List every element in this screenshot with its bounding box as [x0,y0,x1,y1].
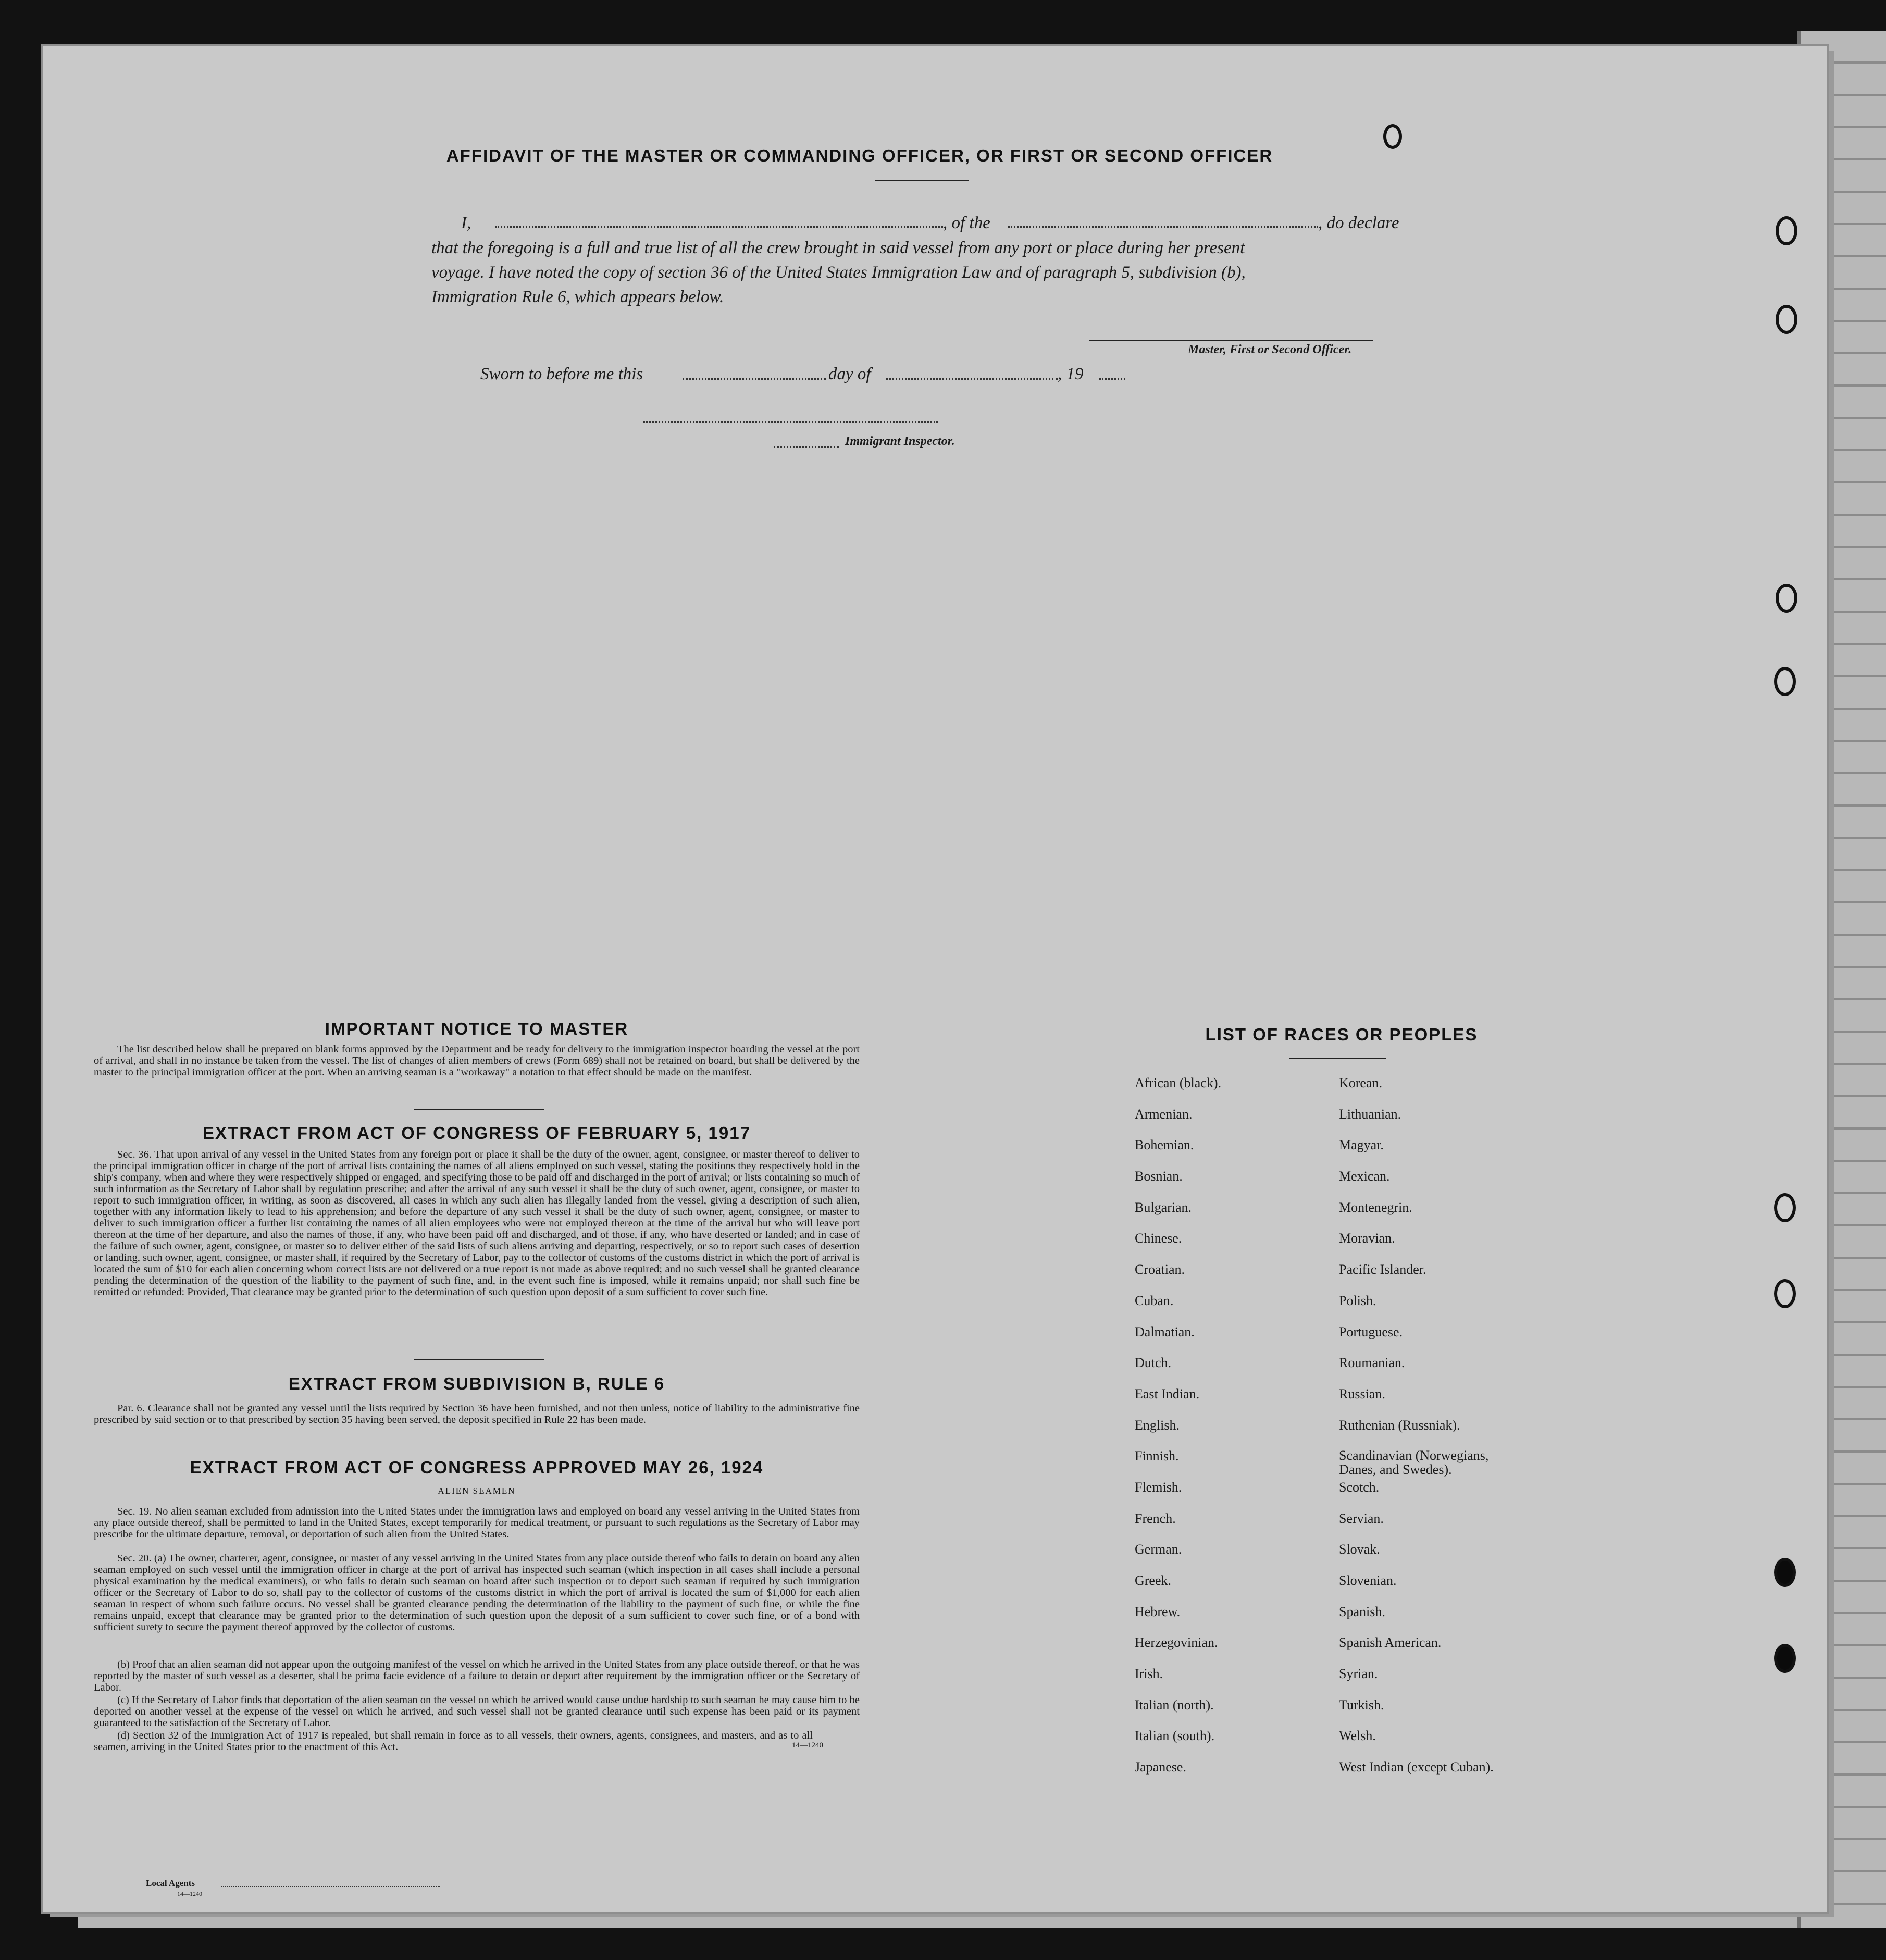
extract-1924-title: EXTRACT FROM ACT OF CONGRESS APPROVED MAY 26, 1924 [190,1458,764,1477]
sworn-text: Sworn to before me this [480,365,643,383]
notice-title: IMPORTANT NOTICE TO MASTER [325,1019,629,1038]
local-agents-line [221,1886,440,1887]
race-item: Japanese. [1135,1759,1186,1775]
sec20b-text: (b) Proof that an alien seaman did not appear upon the outgoing manifest of the vessel on which he arrived in the United States from any place outside thereof, or that he was reported by the master of such vessel as a deserter, shall be prima facie evidence of a failure to detain or deport after requirement by the immigration officer or the Secretary of Labor. [94,1659,860,1693]
race-item: Russian. [1339,1386,1385,1401]
sworn-day-of: day of [828,365,871,383]
race-item: Welsh. [1339,1728,1376,1744]
race-item: Herzegovinian. [1135,1635,1218,1651]
binder-hole-icon [1774,667,1796,696]
sec20c-text: (c) If the Secretary of Labor finds that deportation of the alien seaman on the vessel on which he arrived would cause undue hardship to such seaman he may cause him to be deported on another vessel at the expense of the vessel on which he arrived, and such vessel shall not be granted clearance until such expense has been paid or its payment guaranteed to the satisfaction of the Secretary of Labor. [94,1694,860,1729]
form-code: 14—1240 [792,1741,823,1750]
race-item: Roumanian. [1339,1355,1405,1371]
race-item: Servian. [1339,1510,1384,1526]
race-item: Portuguese. [1339,1324,1403,1339]
race-item: Lithuanian. [1339,1106,1401,1122]
divider [1289,1058,1386,1059]
races-title: LIST OF RACES OR PEOPLES [1205,1025,1478,1044]
extract-1917-title: EXTRACT FROM ACT OF CONGRESS OF FEBRUARY 5, 1917 [203,1123,751,1143]
race-item: Bosnian. [1135,1169,1183,1184]
name-blank [495,226,943,228]
race-item: Mexican. [1339,1169,1390,1184]
binder-hole-icon [1776,305,1797,334]
binder-hole-icon [1774,1558,1796,1587]
extract-1917-text: Sec. 36. That upon arrival of any vessel in the United States from any foreign port or place it shall be the duty of the owner, agent, consignee, or master thereof to deliver to the principal immigration officer in charge of the port of arrival lists containing the names of all aliens employed on such vessel, stating the positions they respectively hold in the ship's company, when and where they were respectively shipped or engaged, and specifying those to be paid off and discharged in the port of arrival; or lists containing so much of such information as the Secretary of Labor shall by regulation prescribe; and after the arrival of any such vessel it shall be the duty of such owner, agent, consignee, or master to report to such immigration officer, in writing, as soon as discovered, all cases in which any such alien has illegally landed from the vessel, giving a description of such alien, together with any information likely to lead to his apprehension; and before the departure of any such vessel it shall be the duty of such owner, agent, consignee, or master to deliver to such immigration officer a further list containing the names of all alien employees who were not employed thereon at the time of the arrival but who will leave port thereon at the time of her departure, and also the names of those, if any, who have been paid off and discharged, and of those, if any, who have deserted or landed; and in case of the failure of such owner, agent, consignee, or master so to deliver either of the said lists of such aliens arriving and departing, respectively, or so to report such cases of desertion or landing, such owner, agent, consignee, or master shall, if required by the Secretary of Labor, pay to the collector of customs of the customs district in which the port of arrival is located the sum of $10 for each alien concerning whom correct lists are not delivered or a true report is not made as above required; and no such vessel shall be granted clearance pending the determination of the question of the liability to the payment of such fine, and, in the event such fine is imposed, while it remains unpaid; nor shall such fine be remitted or refunded: Provided, That clearance may be granted prior to the determination of such question upon deposit of a sum sufficient to cover such fine. [94,1149,860,1298]
affidavit-title: AFFIDAVIT OF THE MASTER OR COMMANDING OFFICER, OR FIRST OR SECOND OFFICER [446,146,1273,165]
race-item: Armenian. [1135,1106,1193,1122]
vessel-blank [1008,226,1318,228]
year-blank [1099,378,1125,380]
month-blank [886,378,1058,380]
race-item: Pacific Islander. [1339,1262,1426,1277]
inspector-caption: Immigrant Inspector. [845,435,955,448]
race-item: Dutch. [1135,1355,1172,1371]
inspector-dots [774,446,839,448]
binder-hole-icon [1774,1279,1796,1308]
race-item: Polish. [1339,1293,1376,1308]
race-item: West Indian (except Cuban). [1339,1759,1494,1775]
signature-line [1089,340,1373,341]
race-item: Moravian. [1339,1231,1395,1246]
race-item: Bohemian. [1135,1137,1194,1153]
alien-seamen-subtitle: ALIEN SEAMEN [438,1486,516,1496]
races-right-column [1339,1075,1537,1791]
race-item: Finnish. [1135,1448,1179,1464]
day-blank [683,378,826,380]
race-item: Hebrew. [1135,1604,1181,1619]
race-item: English. [1135,1417,1180,1433]
sec19-text: Sec. 19. No alien seaman excluded from admission into the United States under the immigration laws and employed on board any vessel arriving in the United States from any place outside thereof, shall be permitted to land in the United States, except temporarily for medical treatment, or pursuant to such regulations as the Secretary of Labor may prescribe for the ultimate departure, removal, or deportation of such alien from the United States. [94,1506,860,1540]
local-agents-label: Local Agents [146,1878,195,1888]
race-item: Flemish. [1135,1479,1182,1495]
affidavit-line-4: Immigration Rule 6, which appears below. [431,288,724,306]
race-item: Italian (south). [1135,1728,1215,1744]
affidavit-line-2: that the foregoing is a full and true list of all the crew brought in said vessel from any port or place during her present [431,239,1245,257]
race-item: Chinese. [1135,1231,1182,1246]
inspector-signature-line [643,421,938,423]
notice-text: The list described below shall be prepared on blank forms approved by the Department and be ready for delivery to the immigration inspector boarding the vessel at the port of arrival, and shall in no instance be taken from the vessel. The list of changes of alien members of crews (Form 689) shall not be retained on board, but shall be delivered by the master to the principal immigration officer at the port. When an arriving seaman is a "workaway" a notation to that effect should be made on the manifest. [94,1044,860,1078]
race-item: Spanish American. [1339,1635,1442,1651]
affidavit-line-3: voyage. I have noted the copy of section 36 of the United States Immigration Law and of paragraph 5, subdivision (b), [431,263,1246,282]
race-item: Slovak. [1339,1542,1380,1557]
races-left-column [1135,1075,1333,1791]
divider [414,1359,544,1360]
race-item: Bulgarian. [1135,1199,1192,1215]
divider [875,180,969,181]
signature-caption: Master, First or Second Officer. [1188,343,1352,356]
sworn-year: , 19 [1058,365,1084,383]
race-item: Ruthenian (Russniak). [1339,1417,1460,1433]
race-item: East Indian. [1135,1386,1200,1401]
divider [414,1109,544,1110]
race-item: African (black). [1135,1075,1222,1090]
affidavit-declare: , do declare [1318,214,1399,232]
race-item: Greek. [1135,1573,1172,1588]
race-item: Dalmatian. [1135,1324,1195,1339]
race-item: German. [1135,1542,1182,1557]
binder-hole-icon [1774,1193,1796,1222]
binder-hole-icon [1776,584,1797,613]
punch-hole-icon [1383,124,1402,149]
rule6-text: Par. 6. Clearance shall not be granted any vessel until the lists required by Section 36 have been furnished, and not then unless, notice of liability to the administrative fine prescribed by said section or to that prescribed by section 35 having been served, the deposit specified in Rule 22 has been made. [94,1403,860,1425]
binder-hole-icon [1774,1644,1796,1673]
race-item: Irish. [1135,1666,1163,1682]
affidavit-i: I, [461,214,472,232]
race-item: Slovenian. [1339,1573,1397,1588]
race-item: Scotch. [1339,1479,1380,1495]
footer-code: 14—1240 [177,1890,202,1897]
race-item: Scandinavian (Norwegians, Danes, and Swedes). [1339,1448,1489,1478]
race-item: Turkish. [1339,1697,1384,1713]
race-item: Montenegrin. [1339,1199,1412,1215]
race-item: Magyar. [1339,1137,1384,1153]
affidavit-of-the: , of the [943,214,990,232]
race-item: Croatian. [1135,1262,1185,1277]
binder-hole-icon [1776,216,1797,245]
race-item: Syrian. [1339,1666,1378,1682]
race-item: Italian (north). [1135,1697,1214,1713]
sec20d-text: (d) Section 32 of the Immigration Act of 1917 is repealed, but shall remain in force as to all vessels, their owners, agents, consignees, and masters, and as to all seamen, arriving in the United States prior to the enactment of this Act. [94,1730,813,1753]
race-item: Cuban. [1135,1293,1174,1308]
race-item: French. [1135,1510,1176,1526]
rule6-title: EXTRACT FROM SUBDIVISION B, RULE 6 [288,1374,665,1393]
sec20a-text: Sec. 20. (a) The owner, charterer, agent, consignee, or master of any vessel arriving in the United States from any place outside thereof who fails to detain on board any alien seaman employed on such vessel until the immigration officer in charge at the port of arrival has inspected such seaman (which inspection in all cases shall include a personal physical examination by the medical examiners), or who fails to detain such seaman on board after such inspection or to deport such seaman if required by such immigration officer or the Secretary of Labor to do so, shall pay to the collector of customs of the customs district in which the port of arrival is located the sum of $1,000 for each alien seaman in respect of whom such failure occurs. No vessel shall be granted clearance pending the determination of the liability to the payment of such fine, or while the fine remains unpaid, except that clearance may be granted prior to the determination of such question upon the deposit of a sum sufficient to cover such fine, or of a bond with sufficient surety to secure the payment thereof approved by the collector of customs. [94,1553,860,1633]
race-item: Spanish. [1339,1604,1385,1619]
race-item: Korean. [1339,1075,1383,1090]
